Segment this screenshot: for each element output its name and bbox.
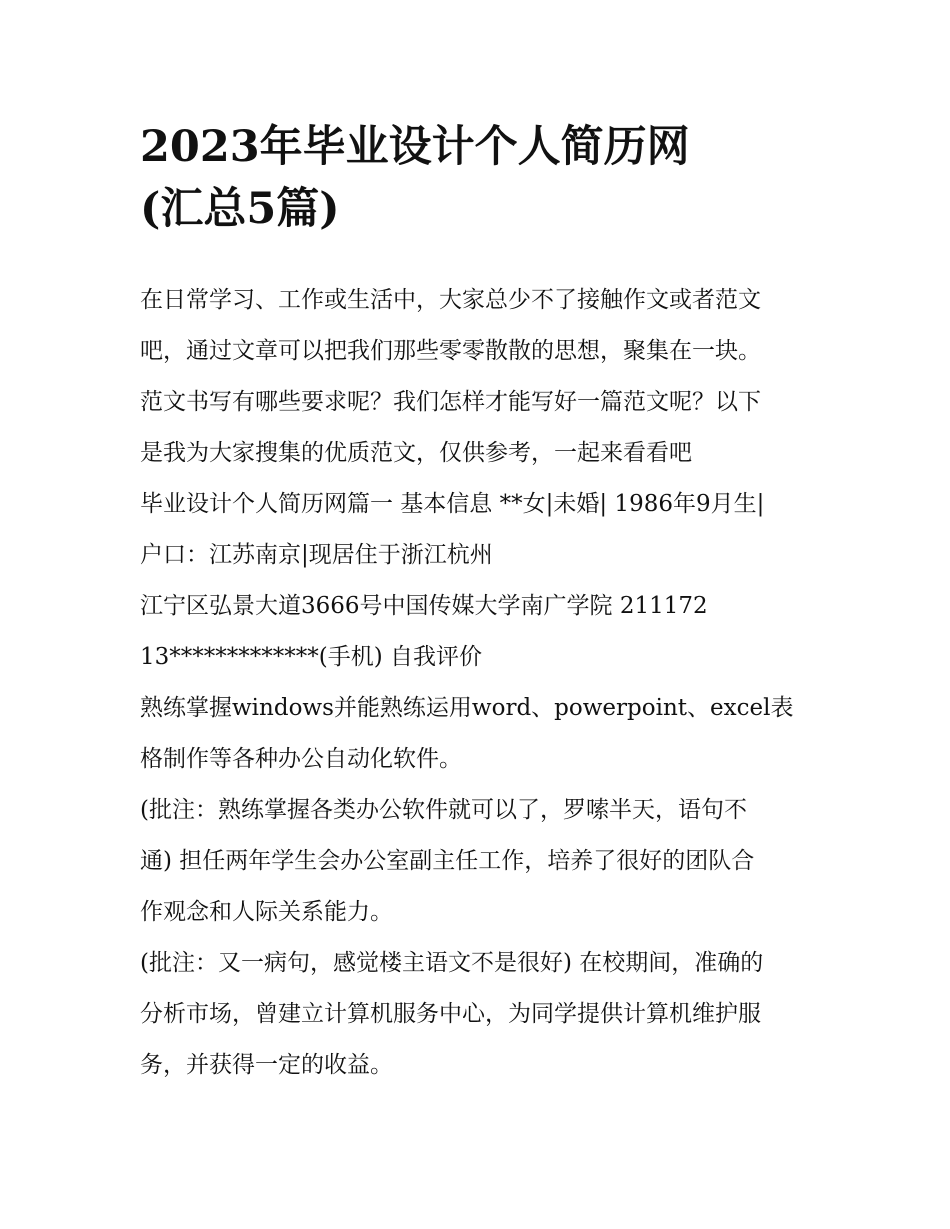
body-line-basic-info: 毕业设计个人简历网篇一 基本信息 **女|未婚| 1986年9月生| (140, 491, 765, 517)
body-line-comment-2: 通) 担任两年学生会办公室副主任工作，培养了很好的团队合 (140, 848, 755, 874)
body-line-address: 江宁区弘景大道3666号中国传媒大学南广学院 211172 (140, 593, 708, 619)
body-line-comment-6: 务，并获得一定的收益。 (140, 1052, 393, 1078)
document-body (140, 275, 820, 1091)
body-line-comment-5: 分析市场，曾建立计算机服务中心，为同学提供计算机维护服 (140, 1001, 761, 1027)
body-line-phone: 13*************(手机) 自我评价 (140, 644, 483, 670)
body-line-hukou: 户口：江苏南京|现居住于浙江杭州 (140, 542, 493, 568)
body-line-comment-3: 作观念和人际关系能力。 (140, 899, 393, 925)
body-line-intro-3: 范文书写有哪些要求呢？我们怎样才能写好一篇范文呢？以下 (140, 389, 761, 415)
title-line-1: 2023年毕业设计个人简历网 (140, 122, 690, 172)
body-line-intro-1: 在日常学习、工作或生活中，大家总少不了接触作文或者范文 (140, 287, 761, 313)
body-line-intro-2: 吧，通过文章可以把我们那些零零散散的思想，聚集在一块。 (140, 338, 761, 364)
title-line-2: (汇总5篇) (140, 184, 340, 234)
body-line-intro-4: 是我为大家搜集的优质范文，仅供参考，一起来看看吧 (140, 440, 692, 466)
body-line-skills-1: 熟练掌握windows并能熟练运用word、powerpoint、excel表 (140, 695, 794, 721)
body-line-comment-4: (批注：又一病句，感觉楼主语文不是很好) 在校期间，准确的 (140, 950, 764, 976)
document-title (140, 116, 820, 240)
body-line-comment-1: (批注：熟练掌握各类办公软件就可以了，罗嗦半天，语句不 (140, 797, 747, 823)
body-line-skills-2: 格制作等各种办公自动化软件。 (140, 746, 462, 772)
